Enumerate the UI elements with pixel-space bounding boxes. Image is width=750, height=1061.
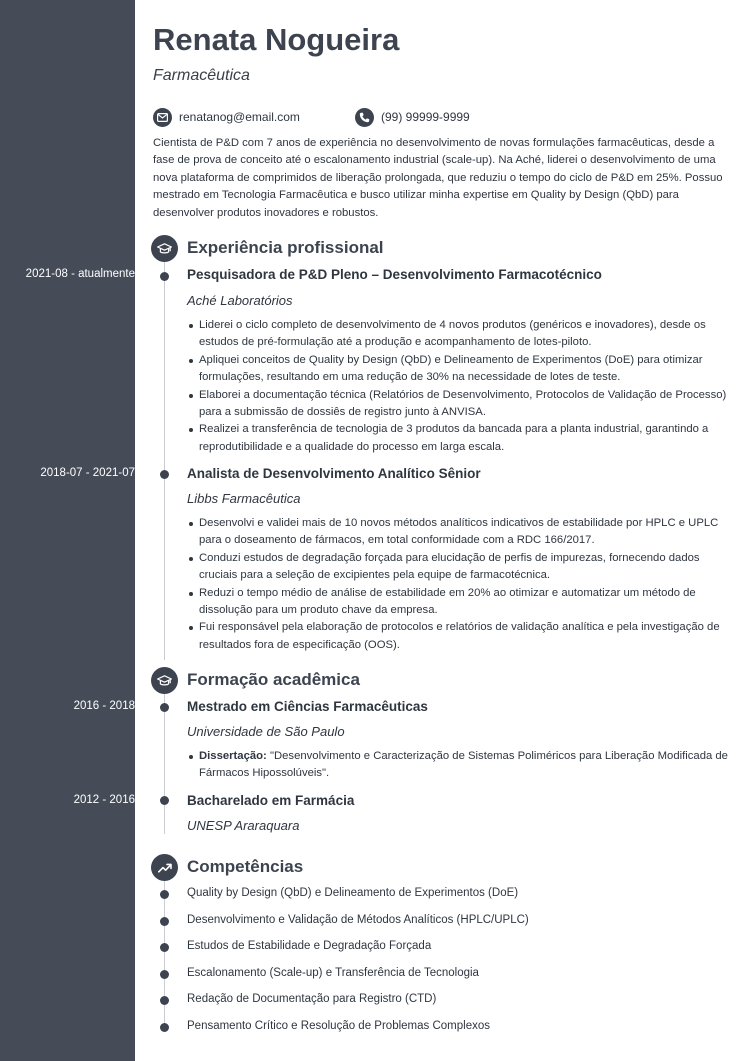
job-2-bullets [187,515,732,654]
list-item: Reduzi o tempo médio de análise de estabilidade em 20% ao otimizar e automatizar um método de dissolução para um produto chave da empresa. [187,585,732,620]
skills-section-title: Competências [187,857,304,876]
skill-item: Redação de Documentação para Registro (CTD) [187,993,437,1005]
job-2-company: Libbs Farmacêutica [187,491,301,506]
contact-email[interactable] [153,107,300,127]
education-1-details [187,748,732,783]
envelope-icon [153,108,172,127]
phone-text: (99) 99999-9999 [381,110,470,124]
education-1-degree: Mestrado em Ciências Farmacêuticas [187,699,428,714]
job-2-date: 2018-07 - 2021-07 [40,467,135,479]
education-2-school: UNESP Araraquara [187,818,300,833]
contact-phone[interactable] [355,107,470,127]
job-1-company: Aché Laboratórios [187,293,293,308]
education-2-date: 2012 - 2016 [73,794,135,806]
job-1-title: Pesquisadora de P&D Pleno – Desenvolvimento Farmacotécnico [187,267,602,282]
skill-1-dot [160,890,169,899]
list-item: Elaborei a documentação técnica (Relatórios de Desenvolvimento, Protocolos de Validação de Processo) para a submissão de dossiês de registro junto à ANVISA. [187,387,732,422]
education-1-date: 2016 - 2018 [73,700,135,712]
list-item: Realizei a transferência de tecnologia de 3 produtos da bancada para a planta industrial, garantindo a reprodutibilidade e a qualidade do processo em larga escala. [187,421,732,456]
education-1-timeline-dot [160,703,169,712]
graduation-cap-icon [151,235,178,262]
graduation-cap-icon [151,667,178,694]
education-1-school: Universidade de São Paulo [187,724,345,739]
list-item: Conduzi estudos de degradação forçada para elucidação de perfis de impurezas, fornecendo dados cruciais para a seleção de excipientes pela equipe de farmacotécnica. [187,550,732,585]
phone-icon [355,108,374,127]
job-1-timeline-dot [160,272,169,281]
candidate-name: Renata Nogueira [153,22,400,57]
skill-item: Escalonamento (Scale-up) e Transferência de Tecnologia [187,967,479,979]
experience-section-title: Experiência profissional [187,238,384,257]
thesis-text: "Desenvolvimento e Caracterização de Sistemas Poliméricos para Liberação Modificada de Fármacos Hipossolúveis". [199,750,728,780]
job-1-date: 2021-08 - atualmente [25,268,135,280]
skill-2-dot [160,917,169,926]
job-1-bullets [187,317,732,456]
list-item: Liderei o ciclo completo de desenvolvimento de 4 novos produtos (genéricos e inovadores), desde os estudos de pré-formulação até a produção e acompanhamento de lotes-piloto. [187,317,732,352]
list-item: Apliquei conceitos de Quality by Design (QbD) e Delineamento de Experimentos (DoE) para otimizar formulações, resultando em uma redução de 30% na necessidade de lotes de teste. [187,352,732,387]
list-item: Fui responsável pela elaboração de protocolos e relatórios de validação analítica e pela investigação de resultados fora de especificação (OOS). [187,619,732,654]
email-text: renatanog@email.com [179,110,300,124]
job-2-timeline-dot [160,470,169,479]
skill-3-dot [160,943,169,952]
profile-summary: Cientista de P&D com 7 anos de experiência no desenvolvimento de novas formulações farmacêuticas, desde a fase de prova de conceito até o escalonamento industrial (scale-up). Na Aché, liderei o desenvolvimento de uma nova plataforma de comprimidos de liberação prolongada, que reduziu o tempo do ciclo de P&D em 25%. Possuo mestrado em Tecnologia Farmacêutica e busco utilizar minha expertise em Quality by Design (QbD) para desenvolver produtos inovadores e robustos. [153,137,723,219]
experience-timeline-line [164,262,165,660]
job-2-title: Analista de Desenvolvimento Analítico Sênior [187,466,481,481]
education-section-title: Formação acadêmica [187,670,360,689]
skill-6-dot [160,1023,169,1032]
education-2-timeline-dot [160,796,169,805]
skill-item: Quality by Design (QbD) e Delineamento de Experimentos (DoE) [187,887,519,899]
education-2-degree: Bacharelado em Farmácia [187,793,355,808]
candidate-role: Farmacêutica [153,67,250,84]
left-sidebar [0,0,135,1061]
list-item [187,748,732,783]
skill-5-dot [160,996,169,1005]
skill-item: Pensamento Crítico e Resolução de Problemas Complexos [187,1020,490,1032]
skill-item: Desenvolvimento e Validação de Métodos Analíticos (HPLC/UPLC) [187,914,529,926]
skill-item: Estudos de Estabilidade e Degradação Forçada [187,940,432,952]
thesis-label: Dissertação: [199,750,267,762]
education-timeline-line [164,694,165,834]
list-item: Desenvolvi e validei mais de 10 novos métodos analíticos indicativos de estabilidade por HPLC e UPLC para o doseamento de fármacos, em total conformidade com a RDC 166/2017. [187,515,732,550]
trending-up-icon [151,854,178,881]
skill-4-dot [160,970,169,979]
skills-timeline-line [164,881,165,1028]
